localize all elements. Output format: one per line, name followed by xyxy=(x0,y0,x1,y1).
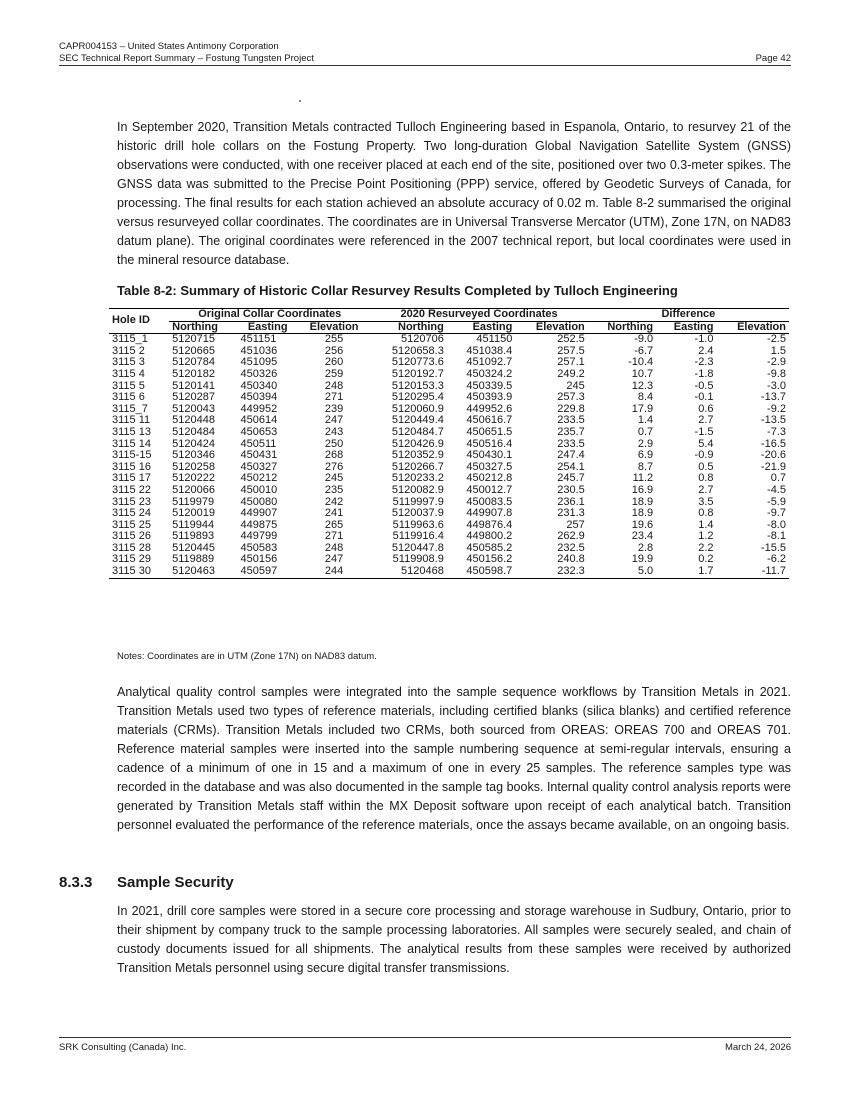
hole-id-cell: 3115 17 xyxy=(112,472,151,485)
table-cell: -3.0 xyxy=(767,379,786,392)
table-cell: -0.9 xyxy=(694,449,714,462)
table-cell: 5120449.4 xyxy=(391,414,444,427)
table-cell: 5120665 xyxy=(172,344,215,357)
table-cell: 5119944 xyxy=(172,518,215,531)
table-row xyxy=(109,566,789,578)
group-header-resurveyed: 2020 Resurveyed Coordinates xyxy=(370,309,587,322)
table-cell: 5120258 xyxy=(172,460,215,473)
table-cell: 257 xyxy=(566,518,585,531)
table-cell: 2.9 xyxy=(637,437,654,450)
table-cell: 5120182 xyxy=(172,367,215,380)
table-cell: 450614 xyxy=(240,414,278,427)
table-cell: 1.2 xyxy=(698,530,714,543)
table-cell: 5120043 xyxy=(172,402,215,415)
table-cell: 250 xyxy=(324,437,344,450)
table-row xyxy=(109,427,789,439)
table-cell: 450393.9 xyxy=(466,391,513,404)
table-cell: -5.9 xyxy=(767,495,786,508)
table-cell: 5120463 xyxy=(169,566,237,578)
table-cell: -6.7 xyxy=(634,344,654,357)
table-cell: 451151 xyxy=(240,333,277,346)
table-cell: 449952 xyxy=(240,402,278,415)
table-cell: 450156.2 xyxy=(466,553,513,566)
table-cell: 5120773.6 xyxy=(391,356,444,369)
table-cell: 243 xyxy=(324,425,344,438)
group-header-original: Original Collar Coordinates xyxy=(169,309,370,322)
hole-id-cell: 3115-15 xyxy=(112,449,152,462)
table-cell: 245.7 xyxy=(557,472,585,485)
table-cell: -20.6 xyxy=(760,449,786,462)
table-cell: 268 xyxy=(324,449,344,462)
table-cell: 5120346 xyxy=(172,449,215,462)
table-cell: 17.9 xyxy=(631,402,654,415)
table-cell: -4.5 xyxy=(767,483,786,496)
table-cell: 5119963.6 xyxy=(392,518,444,531)
table-cell: 0.6 xyxy=(698,402,714,415)
table-cell: 451036 xyxy=(240,344,278,357)
column-header: Easting xyxy=(447,321,515,334)
paragraph-sample-security: In 2021, drill core samples were stored in a secure core processing and storage warehouse in Sudbury, Ontario, prior to their shipment by company truck to the sample processing laboratories. All samples were securely sealed, and chain of custody documents issued for all shipments. The analytical results from these samples were received by authorized Transition Metals personnel using secure digital transfer transmissions. xyxy=(117,904,791,975)
table-cell: 5120484.7 xyxy=(391,425,444,438)
table-cell: 450212 xyxy=(240,472,278,485)
table-cell: 233.5 xyxy=(557,414,585,427)
table-cell: -1.5 xyxy=(694,425,714,438)
hole-id-cell: 3115 16 xyxy=(112,460,151,473)
table-cell: 449799 xyxy=(240,530,278,543)
table-cell: 5120447.8 xyxy=(391,541,444,554)
table-cell: 235.7 xyxy=(557,425,585,438)
table-cell: 450616.7 xyxy=(466,414,513,427)
table-body xyxy=(109,334,789,578)
hole-id-cell: 3115 24 xyxy=(112,507,151,520)
table-cell: 450324.2 xyxy=(466,367,513,380)
column-header: Elevation xyxy=(298,321,370,334)
hole-id-cell: 3115 14 xyxy=(112,437,151,450)
table-cell: 245 xyxy=(324,472,344,485)
table-cell: 0.5 xyxy=(698,460,714,473)
table-cell: 8.4 xyxy=(637,391,654,404)
table-cell: 450156 xyxy=(240,553,278,566)
table-cell: 5120066 xyxy=(172,483,215,496)
header-report-id: CAPR004153 – United States Antimony Corporation xyxy=(59,41,279,52)
table-cell: -13.7 xyxy=(760,391,786,404)
table-cell: 450597 xyxy=(238,566,298,578)
table-cell: 5120484 xyxy=(172,425,215,438)
hole-id-cell: 3115 6 xyxy=(112,391,145,404)
table-cell: 247 xyxy=(324,553,344,566)
table-cell: 5120222 xyxy=(172,472,215,485)
table-cell: 11.2 xyxy=(632,472,654,485)
table-cell: 232.5 xyxy=(557,541,585,554)
hole-id-cell: 3115 3 xyxy=(112,356,145,369)
table-cell: 450430.1 xyxy=(466,449,513,462)
table-row xyxy=(109,450,789,462)
table-row xyxy=(109,369,789,381)
column-header: Northing xyxy=(588,321,656,334)
table-cell: -11.7 xyxy=(717,566,790,578)
stray-dot xyxy=(299,100,301,102)
table-cell: 451095 xyxy=(240,356,278,369)
table-cell: 249.2 xyxy=(557,367,585,380)
table-row xyxy=(109,392,789,404)
table-cell: 248 xyxy=(324,541,344,554)
header-divider xyxy=(59,65,791,66)
table-cell: 2.7 xyxy=(698,483,714,496)
table-cell: 232.3 xyxy=(515,566,587,578)
footer-divider xyxy=(59,1037,791,1038)
table-cell: 5120445 xyxy=(172,541,215,554)
column-header-hole-id: Hole ID xyxy=(109,309,169,334)
table-cell: -9.8 xyxy=(767,367,786,380)
table-cell: 0.7 xyxy=(770,472,786,485)
collar-resurvey-table xyxy=(109,308,789,579)
table-cell: 1.7 xyxy=(656,566,716,578)
table-cell: -1.8 xyxy=(694,367,714,380)
table-cell: 229.8 xyxy=(557,402,585,415)
table-cell: 240.8 xyxy=(557,553,585,566)
table-cell: 254.1 xyxy=(557,460,585,473)
table-cell: 260 xyxy=(324,356,344,369)
table-cell: -8.0 xyxy=(767,518,786,531)
table-cell: 449907 xyxy=(240,507,278,520)
page-footer xyxy=(59,1042,791,1053)
table-cell: -6.2 xyxy=(767,553,786,566)
table-cell: 1.4 xyxy=(698,518,714,531)
table-cell: 19.9 xyxy=(631,553,654,566)
table-cell: 252.5 xyxy=(557,333,585,346)
hole-id-cell: 3115 23 xyxy=(112,495,151,508)
table-cell: 2.7 xyxy=(698,414,714,427)
table-cell: 5120468 xyxy=(370,566,447,578)
footer-date: March 24, 2026 xyxy=(724,1042,791,1053)
table-cell: 1.5 xyxy=(770,344,786,357)
table-cell: 2.2 xyxy=(698,541,714,554)
table-cell: 0.7 xyxy=(637,425,654,438)
table-cell: 5120448 xyxy=(172,414,215,427)
paragraph-quality-control: Analytical quality control samples were integrated into the sample sequence workflows by Transition Metals in 2021. Transition Metals used two types of reference materials, including certified blanks (silica blanks) and certified reference materials (CRMs). Transition Metals included two CRMs, both sourced from OREAS: OREAS 700 and OREAS 701. Reference material samples were inserted into the sample numbering sequence at semi-regular intervals, ensuring a cadence of a minimum of one in 15 and a maximum of one in every 25 samples. The reference samples type was recorded in the database and was also documented in the sample tag books. Internal quality control analysis reports were generated by Transition Metals staff within the MX Deposit software upon receipt of each analytical batch. Transition personnel evaluated the performance of the reference materials, once the assays became available, on an ongoing basis. xyxy=(117,685,791,832)
table-cell: 276 xyxy=(324,460,344,473)
table-cell: -16.5 xyxy=(760,437,786,450)
table-cell: 242 xyxy=(324,495,344,508)
table-cell: 450339.5 xyxy=(466,379,513,392)
table-cell: 19.6 xyxy=(631,518,654,531)
table-row xyxy=(109,485,789,497)
table-cell: 5120352.9 xyxy=(391,449,444,462)
table-cell: 1.4 xyxy=(637,414,654,427)
table-cell: 247 xyxy=(324,414,344,427)
table-cell: 5120141 xyxy=(172,379,215,392)
table-cell: 450340 xyxy=(240,379,278,392)
table-cell: -7.3 xyxy=(767,425,786,438)
table-cell: -2.3 xyxy=(694,356,714,369)
table-cell: 247.4 xyxy=(557,449,585,462)
table-cell: 449800.2 xyxy=(466,530,513,543)
table-cell: 450080 xyxy=(240,495,278,508)
table-cell: 5120706 xyxy=(401,333,444,346)
table-cell: 241 xyxy=(324,507,344,520)
hole-id-cell: 3115 2 xyxy=(112,344,145,357)
table-cell: 233.5 xyxy=(557,437,585,450)
table-cell: 450083.5 xyxy=(466,495,513,508)
table-cell: 450598.7 xyxy=(447,566,515,578)
table-cell: 255 xyxy=(324,333,344,346)
table-cell: 257.1 xyxy=(557,356,585,369)
table-cell: -2.9 xyxy=(767,356,786,369)
table-cell: 5.0 xyxy=(588,566,656,578)
table-cell: 451150 xyxy=(476,333,513,346)
table-cell: 450516.4 xyxy=(466,437,513,450)
table-cell: 451092.7 xyxy=(466,356,513,369)
table-cell: 5120287 xyxy=(172,391,215,404)
table-cell: 449907.8 xyxy=(466,507,513,520)
table-cell: 259 xyxy=(324,367,344,380)
table-cell: 5120715 xyxy=(172,333,215,346)
table-cell: 256 xyxy=(324,344,344,357)
table-cell: 450394 xyxy=(240,391,278,404)
table-cell: 449876.4 xyxy=(466,518,513,531)
table-cell: 450327.5 xyxy=(466,460,513,473)
hole-id-cell: 3115 28 xyxy=(112,541,151,554)
table-cell: 262.9 xyxy=(557,530,585,543)
table-cell: 450010 xyxy=(240,483,278,496)
table-cell: 5120424 xyxy=(172,437,215,450)
table-cell: 450585.2 xyxy=(466,541,513,554)
table-cell: 5119893 xyxy=(172,530,215,543)
table-cell: 231.3 xyxy=(557,507,585,520)
table-cell: 450431 xyxy=(240,449,278,462)
table-cell: 18.9 xyxy=(631,507,654,520)
hole-id-cell: 3115 25 xyxy=(112,518,151,531)
table-cell: 5120784 xyxy=(172,356,215,369)
group-header-difference: Difference xyxy=(588,309,789,322)
table-cell: 5120153.3 xyxy=(391,379,444,392)
table-row xyxy=(109,334,789,346)
table-cell: 271 xyxy=(324,530,344,543)
table-cell: 5.4 xyxy=(698,437,714,450)
section-number: 8.3.3 xyxy=(59,874,93,891)
hole-id-cell: 3115 29 xyxy=(112,553,151,566)
table-cell: 10.7 xyxy=(631,367,654,380)
column-header: Northing xyxy=(370,321,447,334)
paragraph-resurvey: In September 2020, Transition Metals contracted Tulloch Engineering based in Espanola, Ontario, to resurvey 21 of the historic drill hole collars on the Fostung Property. Two long-duration Global Navigation Satellite System (GNSS) observations were conducted, with one receiver placed at each end of the site, positioned over two 0.3-meter spikes. The GNSS data was submitted to the Precise Point Positioning (PPP) service, offered by Geodetic Surveys of Canada, for processing. The final results for each station achieved an absolute accuracy of 0.02 m. Table 8-2 summarised the original versus resurveyed collar coordinates. The coordinates are in Universal Transverse Mercator (UTM), Zone 17N, on NAD83 datum plane). The original coordinates were referenced in the 2007 technical report, but local coordinates were used in the mineral resource database. xyxy=(117,120,791,267)
table-cell: 23.4 xyxy=(631,530,654,543)
table-cell: 16.9 xyxy=(631,483,654,496)
table-cell: 451038.4 xyxy=(466,344,513,357)
table-cell: 257.5 xyxy=(557,344,585,357)
hole-id-cell: 3115_1 xyxy=(112,333,148,346)
table-cell: 5119889 xyxy=(172,553,215,566)
column-header: Northing xyxy=(169,321,237,334)
table-cell: 248 xyxy=(324,379,344,392)
table-cell: 5120233.2 xyxy=(391,472,444,485)
table-cell: -21.9 xyxy=(760,460,786,473)
section-title: Sample Security xyxy=(117,874,234,891)
table-cell: -2.5 xyxy=(767,333,786,346)
table-cell: 236.1 xyxy=(557,495,585,508)
table-cell: 2.4 xyxy=(698,344,714,357)
hole-id-cell: 3115 13 xyxy=(112,425,151,438)
table-cell: 449952.6 xyxy=(466,402,513,415)
hole-id-cell: 3115 4 xyxy=(112,367,145,380)
table-cell: 0.8 xyxy=(698,507,714,520)
table-cell: 5120426.9 xyxy=(391,437,444,450)
footer-company: SRK Consulting (Canada) Inc. xyxy=(59,1042,187,1053)
page-number: Page 42 xyxy=(755,53,791,64)
page-header xyxy=(59,41,791,65)
table-row xyxy=(109,508,789,520)
table-cell: 5120060.9 xyxy=(391,402,444,415)
table-cell: 450212.8 xyxy=(466,472,513,485)
table-cell: 450651.5 xyxy=(466,425,513,438)
table-cell: 450327 xyxy=(240,460,278,473)
table-cell: -0.1 xyxy=(694,391,714,404)
table-cell: 257.3 xyxy=(557,391,585,404)
table-cell: 6.9 xyxy=(637,449,654,462)
table-cell: 2.8 xyxy=(637,541,654,554)
table-cell: -9.2 xyxy=(767,402,786,415)
table-cell: 3.5 xyxy=(698,495,714,508)
table-cell: 5120019 xyxy=(172,507,215,520)
table-cell: 5120295.4 xyxy=(391,391,444,404)
table-cell: 0.8 xyxy=(698,472,714,485)
table-cell: -1.0 xyxy=(694,333,714,346)
column-header: Easting xyxy=(656,321,716,334)
table-cell: 18.9 xyxy=(631,495,654,508)
table-cell: 5120192.7 xyxy=(391,367,444,380)
table-cell: 8.7 xyxy=(637,460,654,473)
table-cell: 5119908.9 xyxy=(392,553,444,566)
table-cell: -15.5 xyxy=(760,541,786,554)
table-cell: 265 xyxy=(324,518,344,531)
table-cell: 271 xyxy=(324,391,344,404)
table-cell: -13.5 xyxy=(760,414,786,427)
table-cell: 245 xyxy=(566,379,585,392)
table-cell: 450583 xyxy=(240,541,278,554)
hole-id-cell: 3115 11 xyxy=(112,414,151,427)
table-cell: -9.0 xyxy=(634,333,654,346)
table-cell: 5119916.4 xyxy=(392,530,444,543)
table-cell: -10.4 xyxy=(628,356,654,369)
header-report-title: SEC Technical Report Summary – Fostung Tungsten Project xyxy=(59,53,314,64)
table-cell: 244 xyxy=(298,566,370,578)
table-cell: -0.5 xyxy=(694,379,714,392)
column-header: Elevation xyxy=(717,321,790,334)
table-cell: 0.2 xyxy=(698,553,714,566)
table-notes: Notes: Coordinates are in UTM (Zone 17N) on NAD83 datum. xyxy=(117,651,377,662)
table-cell: 239 xyxy=(324,402,344,415)
table-cell: 450653 xyxy=(240,425,278,438)
table-cell: 12.3 xyxy=(631,379,654,392)
table-cell: 235 xyxy=(324,483,344,496)
table-cell: 5120037.9 xyxy=(391,507,444,520)
table-cell: -9.7 xyxy=(767,507,786,520)
table-cell: 5120266.7 xyxy=(391,460,444,473)
table-cell: 5119979 xyxy=(172,495,215,508)
column-header: Easting xyxy=(238,321,298,334)
table-cell: 450012.7 xyxy=(466,483,513,496)
table-cell: 450511 xyxy=(240,437,277,450)
table-cell: -8.1 xyxy=(767,530,786,543)
table-cell: 450326 xyxy=(240,367,278,380)
column-header: Elevation xyxy=(515,321,587,334)
table-cell: 449875 xyxy=(240,518,278,531)
table-cell: 5119997.9 xyxy=(392,495,444,508)
table-caption: Table 8-2: Summary of Historic Collar Resurvey Results Completed by Tulloch Engineering xyxy=(117,283,678,298)
table-cell: 230.5 xyxy=(557,483,585,496)
hole-id-cell: 3115 30 xyxy=(109,566,169,578)
table-cell: 5120658.3 xyxy=(391,344,444,357)
hole-id-cell: 3115 22 xyxy=(112,483,151,496)
hole-id-cell: 3115_7 xyxy=(112,402,148,415)
table-cell: 5120082.9 xyxy=(391,483,444,496)
hole-id-cell: 3115 26 xyxy=(112,530,151,543)
hole-id-cell: 3115 5 xyxy=(112,379,145,392)
